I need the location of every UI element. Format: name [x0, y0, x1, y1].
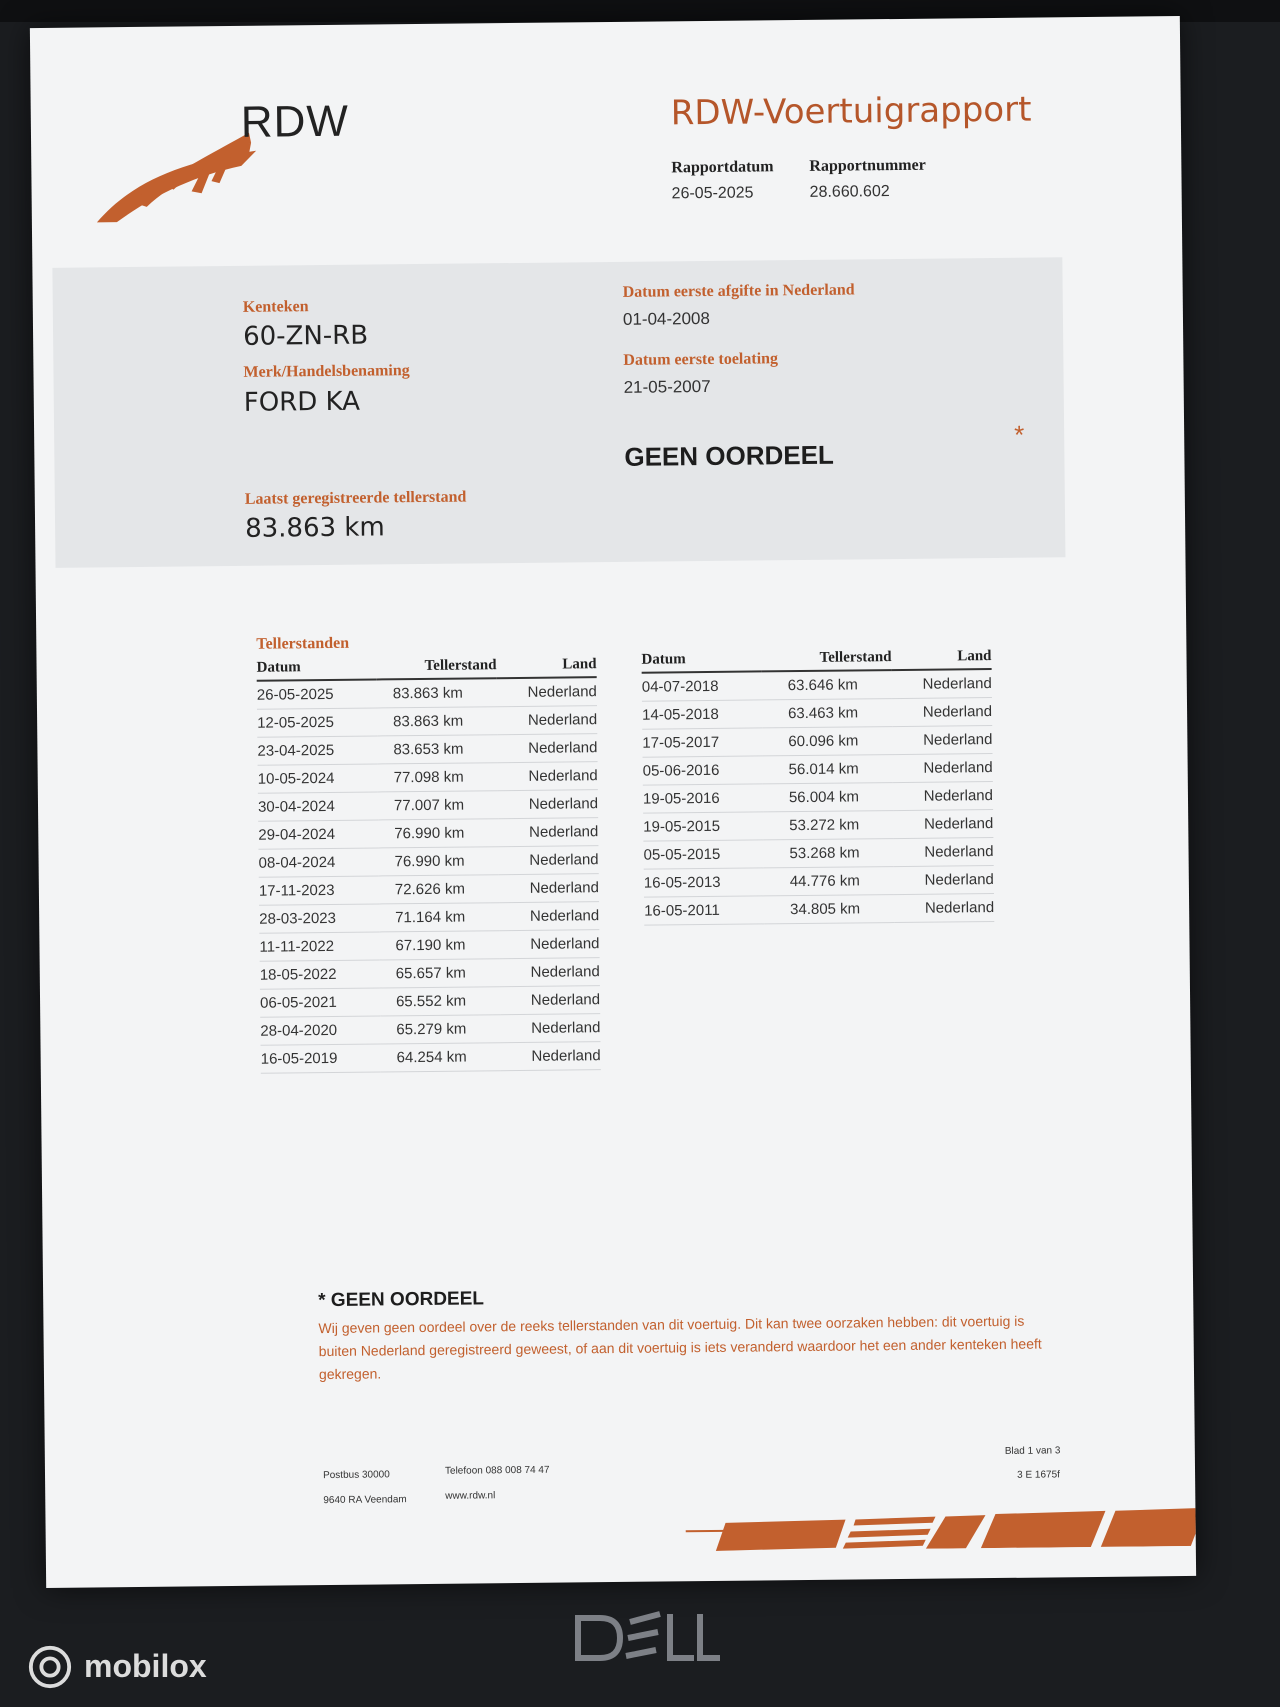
reading-odometer: 76.990 km	[378, 847, 498, 876]
reading-date: 30-04-2024	[258, 792, 378, 821]
rdw-footer-stripes	[685, 1506, 1196, 1551]
report-date: 26-05-2025	[671, 184, 754, 203]
reading-odometer: 77.098 km	[378, 763, 498, 792]
footer-address-line1: Postbus 30000	[322, 1469, 390, 1482]
reading-country: Nederland	[894, 894, 994, 923]
table-row	[644, 894, 994, 926]
first-issue-nl-date: 01-04-2008	[622, 308, 711, 329]
reading-date: 29-04-2024	[258, 820, 378, 849]
reading-odometer: 67.190 km	[379, 931, 499, 960]
reading-country: Nederland	[500, 986, 600, 1015]
reading-odometer: 77.007 km	[378, 791, 498, 820]
reading-country: Nederland	[497, 734, 597, 763]
reading-date: 16-05-2011	[644, 896, 764, 925]
plate-number: 60-ZN-RB	[242, 320, 369, 352]
reading-date: 23-04-2025	[257, 736, 377, 765]
table-row	[642, 669, 992, 701]
reading-country: Nederland	[892, 669, 992, 699]
rdw-logo	[91, 121, 262, 233]
reading-odometer: 64.254 km	[381, 1043, 501, 1072]
reading-date: 26-05-2025	[257, 679, 377, 709]
column-header-odometer: Tellerstand	[376, 655, 496, 679]
footer-page-number: Blad 1 van 3	[1004, 1445, 1061, 1457]
footer-phone: Telefoon 088 008 74 47	[444, 1464, 550, 1477]
reading-odometer: 71.164 km	[379, 903, 499, 932]
reading-date: 19-05-2015	[643, 812, 763, 841]
reading-country: Nederland	[498, 762, 598, 791]
table-row	[261, 1042, 601, 1074]
reading-date: 05-05-2015	[643, 840, 763, 869]
reading-country: Nederland	[498, 818, 598, 847]
column-header-date: Datum	[641, 648, 761, 672]
mobilox-logo-icon	[26, 1644, 74, 1690]
brand-name: RDW	[240, 96, 350, 147]
dell-logo-icon	[570, 1610, 720, 1666]
table-row	[257, 706, 597, 738]
first-admission-date: 21-05-2007	[623, 376, 711, 397]
reading-date: 19-05-2016	[643, 784, 763, 813]
reading-date: 14-05-2018	[642, 700, 762, 729]
table-row	[260, 958, 600, 990]
table-row	[642, 726, 992, 758]
table-row	[643, 782, 993, 814]
readings-section-title: Tellerstanden	[256, 634, 350, 653]
reading-country: Nederland	[497, 677, 597, 707]
reading-date: 16-05-2019	[261, 1044, 381, 1073]
reading-country: Nederland	[500, 1014, 600, 1043]
reading-odometer: 34.805 km	[764, 895, 894, 924]
table-row	[259, 874, 599, 906]
column-header-date: Datum	[256, 656, 376, 680]
vehicle-summary-panel	[52, 257, 1065, 568]
reading-odometer: 65.657 km	[380, 959, 500, 988]
reading-country: Nederland	[893, 782, 993, 811]
reading-odometer: 53.272 km	[763, 811, 893, 840]
table-row	[642, 698, 992, 730]
reading-odometer: 76.990 km	[378, 819, 498, 848]
reading-odometer: 63.646 km	[762, 670, 892, 700]
reading-date: 18-05-2022	[260, 960, 380, 989]
table-row	[260, 1014, 600, 1046]
report-title: RDW-Voertuigrapport	[670, 89, 1032, 134]
reading-odometer: 83.863 km	[377, 678, 497, 708]
footnote-text: Wij geven geen oordeel over de reeks tellerstanden van dit voertuig. Dit kan twee oorzaken hebben: dit voertuig is buiten Nederland geregistreerd geweest, of aan dit voertuig is iets veranderd waardoor het een ander kenteken heeft gekregen.	[318, 1312, 1042, 1383]
reading-country: Nederland	[499, 902, 599, 931]
reading-date: 16-05-2013	[644, 868, 764, 897]
table-row	[258, 790, 598, 822]
table-row	[643, 838, 993, 870]
last-odometer-value: 83.863 km	[244, 512, 385, 544]
reading-date: 28-03-2023	[259, 904, 379, 933]
readings-table-left	[256, 654, 600, 1074]
reading-date: 06-05-2021	[260, 988, 380, 1017]
reading-country: Nederland	[500, 958, 600, 987]
last-odometer-label: Laatst geregistreerde tellerstand	[244, 488, 467, 508]
odometer-verdict: GEEN OORDEEL	[624, 439, 835, 472]
reading-odometer: 53.268 km	[763, 839, 893, 868]
plate-label: Kenteken	[242, 298, 309, 316]
column-header-country: Land	[891, 646, 991, 670]
table-row	[644, 866, 994, 898]
table-row	[257, 677, 597, 709]
reading-country: Nederland	[501, 1042, 601, 1071]
report-number-label: Rapportnummer	[809, 156, 926, 175]
column-header-country: Land	[496, 654, 596, 678]
reading-odometer: 60.096 km	[762, 727, 892, 756]
reading-country: Nederland	[892, 726, 992, 755]
reading-country: Nederland	[498, 846, 598, 875]
table-row	[257, 734, 597, 766]
reading-country: Nederland	[499, 874, 599, 903]
reading-country: Nederland	[894, 866, 994, 895]
report-number: 28.660.602	[809, 183, 890, 201]
table-row	[258, 762, 598, 794]
reading-date: 11-11-2022	[259, 932, 379, 961]
footer-document-code: 3 E 1675f	[1017, 1469, 1060, 1481]
reading-odometer: 44.776 km	[764, 867, 894, 896]
first-issue-nl-label: Datum eerste afgifte in Nederland	[622, 281, 855, 301]
reading-country: Nederland	[893, 838, 993, 867]
reading-date: 17-11-2023	[259, 876, 379, 905]
first-admission-label: Datum eerste toelating	[623, 350, 779, 369]
report-date-label: Rapportdatum	[671, 158, 774, 177]
footer-address-line2: 9640 RA Veendam	[323, 1494, 407, 1507]
reading-date: 17-05-2017	[642, 728, 762, 757]
reading-date: 04-07-2018	[642, 671, 762, 701]
footnote-title: * GEEN OORDEEL	[318, 1288, 485, 1312]
reading-odometer: 72.626 km	[379, 875, 499, 904]
make-label: Merk/Handelsbenaming	[243, 362, 410, 381]
table-row	[258, 846, 598, 878]
reading-odometer: 65.552 km	[380, 987, 500, 1016]
reading-odometer: 63.463 km	[762, 699, 892, 728]
rdw-report-page	[30, 16, 1196, 1588]
column-header-odometer: Tellerstand	[761, 647, 891, 671]
reading-date: 10-05-2024	[258, 764, 378, 793]
table-row	[259, 930, 599, 962]
reading-date: 12-05-2025	[257, 708, 377, 737]
table-row	[260, 986, 600, 1018]
reading-country: Nederland	[893, 754, 993, 783]
reading-country: Nederland	[499, 930, 599, 959]
table-row	[258, 818, 598, 850]
table-row	[259, 902, 599, 934]
reading-date: 05-06-2016	[643, 756, 763, 785]
reading-odometer: 56.014 km	[763, 755, 893, 784]
reading-country: Nederland	[498, 790, 598, 819]
reading-country: Nederland	[893, 810, 993, 839]
table-row	[643, 754, 993, 786]
table-row	[643, 810, 993, 842]
verdict-footnote-marker: *	[1014, 419, 1025, 450]
mobilox-watermark: mobilox	[84, 1648, 207, 1684]
footer-website: www.rdw.nl	[445, 1490, 496, 1502]
reading-country: Nederland	[892, 698, 992, 727]
reading-odometer: 65.279 km	[380, 1015, 500, 1044]
reading-date: 08-04-2024	[258, 848, 378, 877]
reading-country: Nederland	[497, 706, 597, 735]
make-value: FORD KA	[243, 386, 361, 418]
reading-odometer: 83.653 km	[377, 735, 497, 764]
reading-date: 28-04-2020	[260, 1016, 380, 1045]
reading-odometer: 56.004 km	[763, 783, 893, 812]
reading-odometer: 83.863 km	[377, 707, 497, 736]
readings-table-right	[641, 646, 994, 926]
